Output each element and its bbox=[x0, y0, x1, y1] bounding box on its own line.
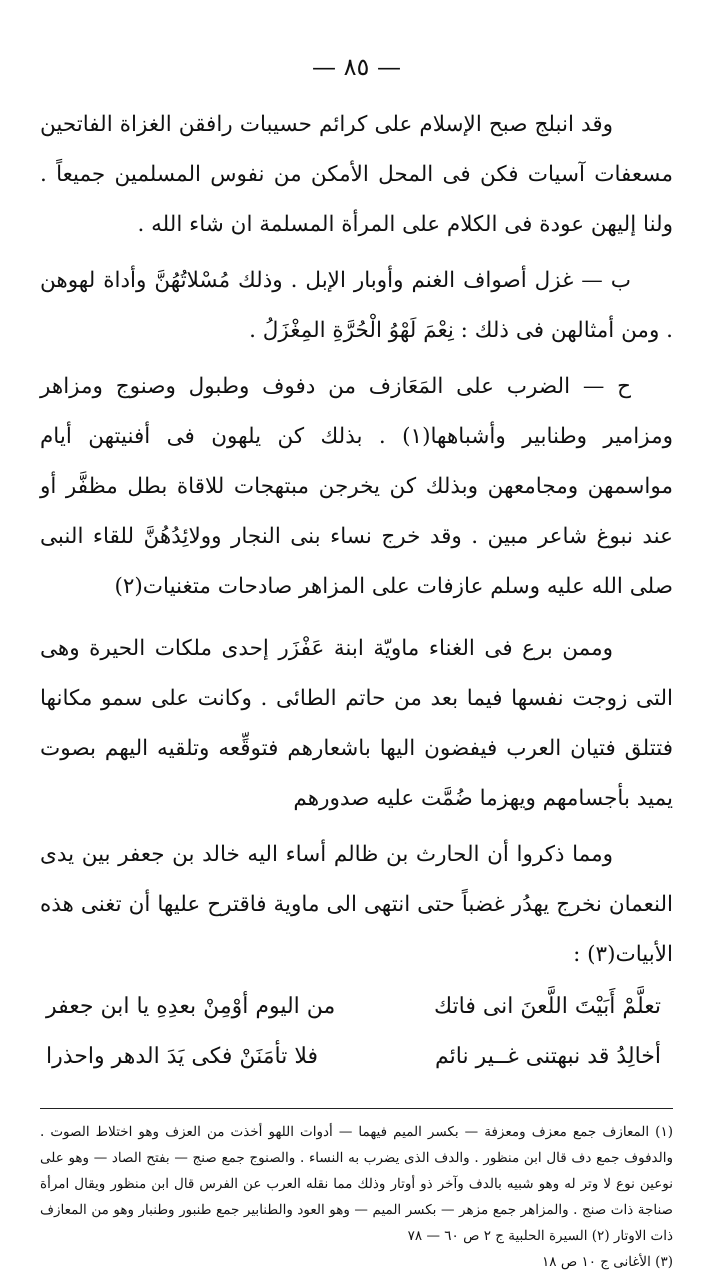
paragraph-harith: ومما ذكروا أن الحارث بن ظالم أساء اليه خالد بن جعفر بين يدى النعمان نخرج يهدُر غضباً حتى انتهى الى ماوية فاقترح عليها أن تغنى هذه الأبيات(٣) : bbox=[40, 842, 673, 967]
paragraph-instruments: ح — الضرب على المَعَازف من دفوف وطبول وصنوج ومزاهر ومزامير وطنابير وأشباهها(١) . بذلك كن يلهون فى أفنيتهن أيام مواسمهن ومجامعهن وبذلك كن يخرجن مبتهجات للاقاة بطل مظفَّر أو عند نبوغ شاعر مبين . وقد خرج نساء بنى النجار وولائِدُهُنَّ للقاء النبى صلى الله عليه وسلم عازفات على المزاهر صادحات متغنيات(٢) bbox=[40, 374, 673, 599]
poem-second-hemistich: من اليوم أوْمِنْ بعدِهِ يا ابن جعفر bbox=[46, 994, 336, 1019]
footnote: (١) المعازف جمع معزف ومعزفة — بكسر الميم فيهما — أدوات اللهو أخذت من العزف وهو اختلاط الصوت . والدفوف جمع دف قال ابن منظور . والدف الذى يضرب به النساء . والصنوج جمع صنج — بفتح الصاد — وهو على نوعين نوع لا وتر له وهو شبيه بالدف وآخر ذو أوتار وذلك مما نقله العرب عن الفرس قال ابن منظور ويقال امرأة صناجة ذات صنج . والمزاهر جمع مزهر — بكسر الميم — وهو العود والطنابير جمع طنبور وطنبار وهو من المعازف ذات الاوتار (٢) السيرة الحلبية ج ٢ ص ٦٠ — ٧٨ bbox=[40, 1124, 673, 1244]
footnotes bbox=[40, 1119, 673, 1275]
poem-first-hemistich: تعلَّمْ أَبَيْتَ اللَّعنَ انى فاتك bbox=[433, 994, 661, 1019]
footnote: (٣) الأغانى ج ١٠ ص ١٨ bbox=[542, 1254, 673, 1270]
poem bbox=[40, 982, 673, 1082]
footnote-divider bbox=[40, 1108, 673, 1109]
page-number: — ٨٥ — bbox=[311, 53, 402, 81]
paragraph-islam: وقد انبلج صبح الإسلام على كرائم حسيبات رافقن الغزاة الفاتحين مسعفات آسيات فكن فى المحل الأمكن من نفوس المسلمين جميعاً . ولنا إليهن عودة فى الكلام على المرأة المسلمة ان شاء الله . bbox=[40, 112, 673, 237]
poem-line bbox=[40, 982, 673, 1032]
poem-line bbox=[40, 1032, 673, 1082]
poem-first-hemistich: أخالِدُ قد نبهتنى غــير نائم bbox=[435, 1044, 661, 1069]
paragraph-mawiya: وممن برع فى الغناء ماويّة ابنة عَفْزَر إحدى ملكات الحيرة وهى التى زوجت نفسها فيما بعد من حاتم الطائى . وكانت على سمو مكانها فتتلق فتيان العرب فيفضون اليها باشعارهم فتوقِّعه وتلقيه اليهم بصوت يميد بأجسامهم ويهزما ضُمَّت عليه صدورهم bbox=[40, 636, 673, 811]
paragraph-spinning: ب — غزل أصواف الغنم وأوبار الإبل . وذلك مُسْلاتُهُنَّ وأداة لهوهن . ومن أمثالهن فى ذلك : نِعْمَ لَهْوُ الْحُرَّةِ المِغْزَلُ . bbox=[40, 268, 673, 343]
poem-second-hemistich: فلا تأمَنَنْ فكى يَدَ الدهر واحذرا bbox=[46, 1044, 319, 1069]
